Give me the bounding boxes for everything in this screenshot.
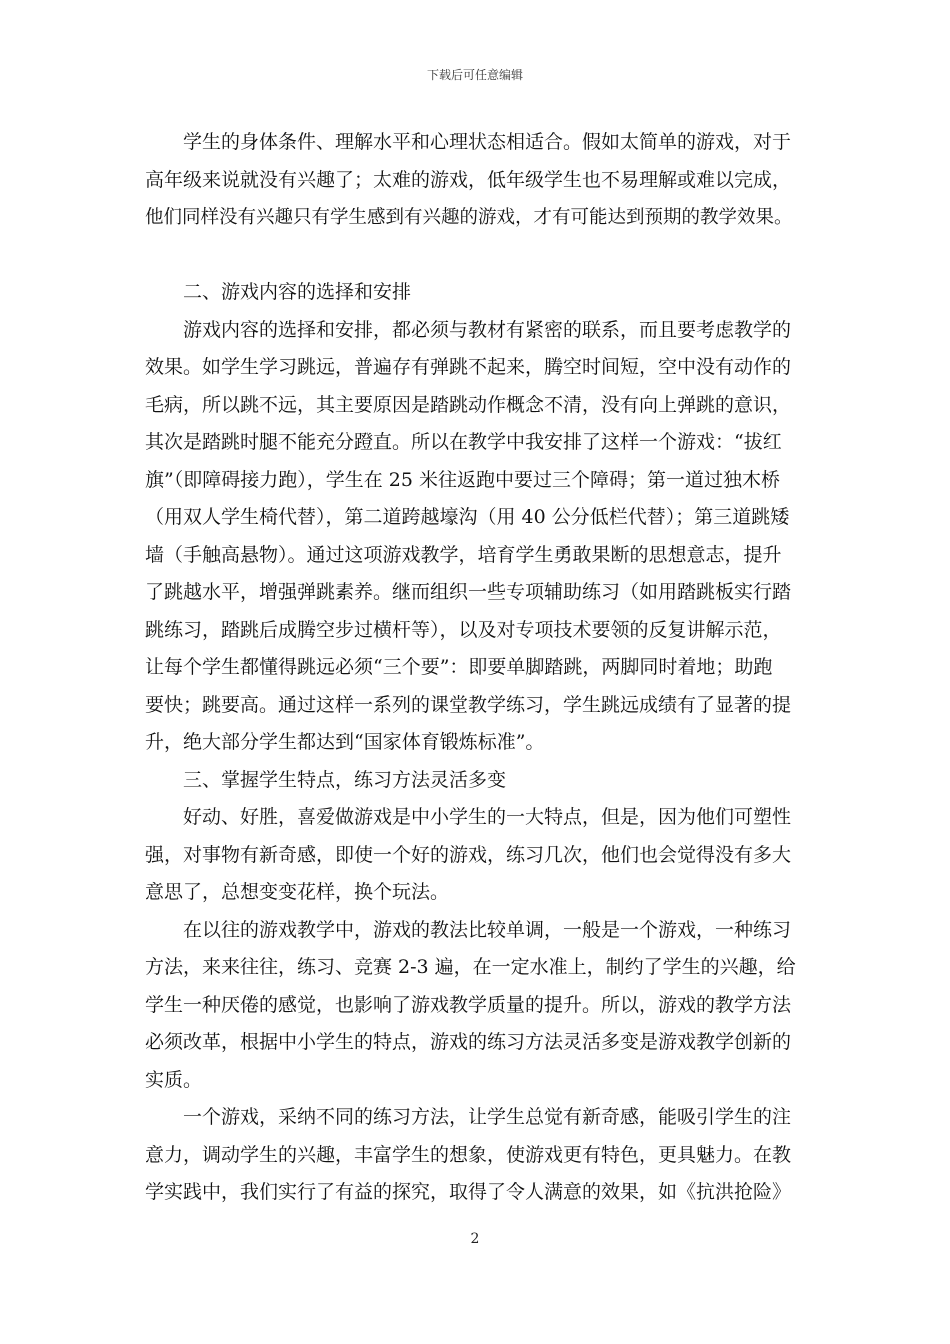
paragraph-gap xyxy=(145,237,807,275)
paragraph-line: 他们同样没有兴趣只有学生感到有兴趣的游戏，才有可能达到预期的教学效果。 xyxy=(145,207,793,228)
paragraph-line: 必须改革，根据中小学生的特点，游戏的练习方法灵活多变是游戏教学创新的 xyxy=(145,1031,792,1053)
paragraph-line: 了跳越水平，增强弹跳素养。继而组织一些专项辅助练习（如用踏跳板实行踏 xyxy=(145,581,792,603)
paragraph-line: 强，对事物有新奇感，即使一个好的游戏，练习几次，他们也会觉得没有多大 xyxy=(145,843,792,866)
paragraph-line: 毛病，所以跳不远，其主要原因是踏跳动作概念不清，没有向上弹跳的意识， xyxy=(145,393,792,416)
paragraph-line: 学生的身体条件、理解水平和心理状态相适合。假如太简单的游戏，对于 xyxy=(183,131,792,153)
paragraph-line: 升，绝大部分学生都达到“国家体育锻炼标准”。 xyxy=(145,731,545,753)
paragraph-line: 游戏内容的选择和安排，都必须与教材有紧密的联系，而且要考虑教学的 xyxy=(183,318,792,341)
paragraph-line: 其次是踏跳时腿不能充分蹬直。所以在教学中我安排了这样一个游戏：“拔红 xyxy=(145,431,782,453)
paragraph-line: 方法，来来往往，练习、竞赛 2-3 遍，在一定水准上，制约了学生的兴趣，给 xyxy=(145,956,796,978)
paragraph-line: 让每个学生都懂得跳远必须“三个要”：即要单脚踏跳，两脚同时着地；助跑 xyxy=(145,656,773,678)
paragraph-line: 好动、好胜，喜爱做游戏是中小学生的一大特点，但是，因为他们可塑性 xyxy=(183,806,792,828)
paragraph-line: 效果。如学生学习跳远，普遍存有弹跳不起来，腾空时间短，空中没有动作的 xyxy=(145,356,792,378)
paragraph-line: 学生一种厌倦的感觉，也影响了游戏教学质量的提升。所以，游戏的教学方法 xyxy=(145,993,792,1016)
paragraph-line: 要快；跳要高。通过这样一系列的课堂教学练习，学生跳远成绩有了显著的提 xyxy=(145,693,792,716)
page-number: 2 xyxy=(470,1231,480,1247)
paragraph-line: 墙（手触高悬物）。通过这项游戏教学，培育学生勇敢果断的思想意志，提升 xyxy=(145,543,782,566)
section-heading: 三、掌握学生特点，练习方法灵活多变 xyxy=(183,768,507,791)
paragraph-line: 意力，调动学生的兴趣，丰富学生的想象，使游戏更有特色，更具魅力。在教 xyxy=(145,1143,792,1166)
paragraph-line: （用双人学生椅代替），第二道跨越壕沟（用 40 公分低栏代替）；第三道跳矮 xyxy=(145,506,790,528)
paragraph-line: 旗”（即障碍接力跑），学生在 25 米往返跑中要过三个障碍；第一道过独木桥 xyxy=(145,468,780,491)
paragraph-line: 一个游戏，采纳不同的练习方法，让学生总觉有新奇感，能吸引学生的注 xyxy=(183,1106,792,1128)
paragraph-line: 跳练习，踏跳后成腾空步过横杆等），以及对专项技术要领的反复讲解示范， xyxy=(145,618,782,641)
paragraph-line: 意思了，总想变变花样，换个玩法。 xyxy=(145,881,450,903)
paragraph-line: 在以往的游戏教学中，游戏的教法比较单调，一般是一个游戏，一种练习 xyxy=(183,918,792,941)
section-heading: 二、游戏内容的选择和安排 xyxy=(183,281,412,303)
paragraph-line: 高年级来说就没有兴趣了；太难的游戏，低年级学生也不易理解或难以完成， xyxy=(145,168,792,191)
page-header: 下载后可任意编辑 xyxy=(426,68,523,82)
paragraph-line: 学实践中，我们实行了有益的探究，取得了令人满意的效果，如《抗洪抢险》 xyxy=(145,1181,792,1203)
paragraph-line: 实质。 xyxy=(145,1068,203,1091)
document-body xyxy=(145,124,807,1212)
